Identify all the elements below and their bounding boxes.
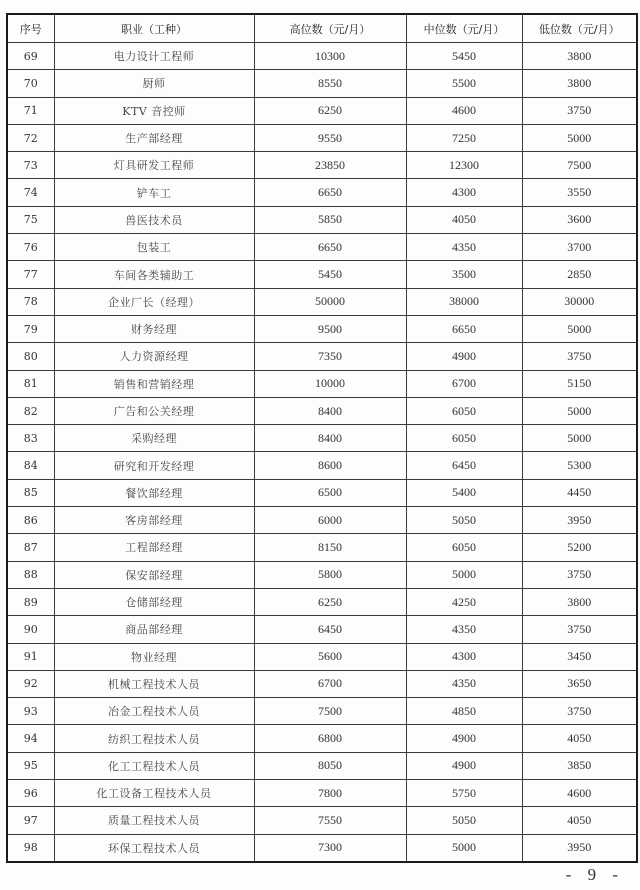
cell-high: 5800 [254,561,406,588]
cell-median: 5400 [406,479,522,506]
cell-index: 82 [7,397,54,424]
cell-high: 5600 [254,643,406,670]
table-row [7,206,637,233]
cell-index: 97 [7,807,54,834]
cell-occupation: 采购经理 [54,425,254,452]
table-row [7,152,637,179]
cell-occupation: 包装工 [54,234,254,261]
table-row [7,507,637,534]
cell-high: 10300 [254,43,406,70]
cell-occupation: 化工设备工程技术人员 [54,780,254,807]
cell-high: 9550 [254,124,406,151]
cell-index: 87 [7,534,54,561]
cell-low: 7500 [522,152,637,179]
table-row [7,370,637,397]
cell-low: 3800 [522,588,637,615]
cell-median: 12300 [406,152,522,179]
cell-index: 88 [7,561,54,588]
cell-low: 3750 [522,561,637,588]
cell-low: 3800 [522,43,637,70]
cell-low: 4600 [522,780,637,807]
cell-median: 6650 [406,315,522,342]
cell-low: 4450 [522,479,637,506]
table-row [7,425,637,452]
table-row [7,397,637,424]
cell-index: 73 [7,152,54,179]
cell-low: 2850 [522,261,637,288]
cell-high: 6450 [254,616,406,643]
cell-index: 74 [7,179,54,206]
cell-low: 3550 [522,179,637,206]
cell-high: 6700 [254,670,406,697]
cell-occupation: 物业经理 [54,643,254,670]
cell-median: 5050 [406,507,522,534]
cell-high: 7300 [254,834,406,862]
cell-low: 5000 [522,124,637,151]
cell-occupation: 广告和公关经理 [54,397,254,424]
header-index: 序号 [7,14,54,43]
cell-median: 4850 [406,698,522,725]
cell-low: 5000 [522,397,637,424]
page-number: - 9 - [565,865,624,884]
cell-index: 78 [7,288,54,315]
cell-occupation: 纺织工程技术人员 [54,725,254,752]
cell-index: 83 [7,425,54,452]
cell-index: 77 [7,261,54,288]
cell-occupation: 质量工程技术人员 [54,807,254,834]
cell-median: 4250 [406,588,522,615]
cell-occupation: 环保工程技术人员 [54,834,254,862]
cell-index: 76 [7,234,54,261]
cell-occupation: 车间各类辅助工 [54,261,254,288]
cell-occupation: 机械工程技术人员 [54,670,254,697]
cell-index: 86 [7,507,54,534]
cell-occupation: 铲车工 [54,179,254,206]
cell-median: 4350 [406,234,522,261]
cell-high: 8400 [254,397,406,424]
table-row [7,261,637,288]
cell-occupation: KTV 音控师 [54,97,254,124]
cell-high: 5850 [254,206,406,233]
table-header-row [7,14,637,43]
cell-low: 3450 [522,643,637,670]
cell-high: 6250 [254,588,406,615]
cell-high: 10000 [254,370,406,397]
cell-index: 89 [7,588,54,615]
cell-index: 90 [7,616,54,643]
table-row [7,179,637,206]
table-row [7,534,637,561]
cell-occupation: 电力设计工程师 [54,43,254,70]
cell-median: 5450 [406,43,522,70]
cell-index: 81 [7,370,54,397]
table-row [7,725,637,752]
cell-occupation: 财务经理 [54,315,254,342]
cell-low: 5300 [522,452,637,479]
cell-low: 3600 [522,206,637,233]
table-row [7,588,637,615]
cell-occupation: 人力资源经理 [54,343,254,370]
cell-high: 7550 [254,807,406,834]
cell-median: 5750 [406,780,522,807]
cell-occupation: 冶金工程技术人员 [54,698,254,725]
cell-low: 3950 [522,507,637,534]
table-row [7,698,637,725]
table-row [7,43,637,70]
cell-median: 4900 [406,752,522,779]
table-row [7,752,637,779]
cell-occupation: 餐饮部经理 [54,479,254,506]
table-row [7,343,637,370]
cell-low: 3750 [522,343,637,370]
cell-low: 30000 [522,288,637,315]
cell-index: 80 [7,343,54,370]
cell-median: 4900 [406,725,522,752]
cell-high: 6000 [254,507,406,534]
cell-high: 23850 [254,152,406,179]
cell-low: 3650 [522,670,637,697]
table-row [7,479,637,506]
cell-median: 4900 [406,343,522,370]
cell-low: 3950 [522,834,637,862]
cell-occupation: 保安部经理 [54,561,254,588]
cell-median: 38000 [406,288,522,315]
cell-median: 4300 [406,179,522,206]
cell-low: 5200 [522,534,637,561]
cell-low: 3800 [522,70,637,97]
table-row [7,561,637,588]
cell-index: 71 [7,97,54,124]
cell-index: 96 [7,780,54,807]
cell-median: 4300 [406,643,522,670]
header-low: 低位数（元/月） [522,14,637,43]
table-row [7,670,637,697]
table-row [7,124,637,151]
table-row [7,780,637,807]
cell-median: 5500 [406,70,522,97]
cell-median: 5050 [406,807,522,834]
cell-low: 5150 [522,370,637,397]
cell-high: 8600 [254,452,406,479]
cell-occupation: 商品部经理 [54,616,254,643]
cell-median: 5000 [406,561,522,588]
table-row [7,643,637,670]
cell-high: 6500 [254,479,406,506]
cell-high: 8050 [254,752,406,779]
cell-low: 3750 [522,97,637,124]
cell-occupation: 灯具研发工程师 [54,152,254,179]
cell-index: 75 [7,206,54,233]
cell-low: 4050 [522,807,637,834]
cell-low: 3750 [522,616,637,643]
cell-high: 9500 [254,315,406,342]
cell-index: 91 [7,643,54,670]
cell-median: 6700 [406,370,522,397]
table-row [7,97,637,124]
cell-high: 7350 [254,343,406,370]
cell-median: 3500 [406,261,522,288]
table-row [7,452,637,479]
cell-occupation: 工程部经理 [54,534,254,561]
cell-occupation: 厨师 [54,70,254,97]
cell-index: 93 [7,698,54,725]
cell-median: 5000 [406,834,522,862]
table-body [7,43,637,862]
cell-low: 4050 [522,725,637,752]
cell-low: 3700 [522,234,637,261]
cell-occupation: 兽医技术员 [54,206,254,233]
cell-index: 72 [7,124,54,151]
cell-index: 79 [7,315,54,342]
cell-median: 6050 [406,397,522,424]
cell-index: 69 [7,43,54,70]
cell-occupation: 仓储部经理 [54,588,254,615]
cell-index: 98 [7,834,54,862]
cell-high: 50000 [254,288,406,315]
cell-occupation: 化工工程技术人员 [54,752,254,779]
cell-index: 92 [7,670,54,697]
cell-high: 8400 [254,425,406,452]
cell-median: 7250 [406,124,522,151]
cell-median: 6050 [406,534,522,561]
table-row [7,288,637,315]
header-median: 中位数（元/月） [406,14,522,43]
header-occupation: 职业（工种） [54,14,254,43]
cell-low: 3750 [522,698,637,725]
cell-occupation: 研究和开发经理 [54,452,254,479]
cell-high: 6250 [254,97,406,124]
cell-index: 70 [7,70,54,97]
cell-occupation: 生产部经理 [54,124,254,151]
cell-low: 3850 [522,752,637,779]
cell-occupation: 销售和营销经理 [54,370,254,397]
cell-median: 4350 [406,670,522,697]
cell-high: 7500 [254,698,406,725]
cell-low: 5000 [522,315,637,342]
table-row [7,315,637,342]
cell-median: 4600 [406,97,522,124]
cell-high: 6800 [254,725,406,752]
cell-median: 6450 [406,452,522,479]
cell-index: 95 [7,752,54,779]
cell-high: 7800 [254,780,406,807]
cell-high: 8550 [254,70,406,97]
table-row [7,234,637,261]
table-row [7,807,637,834]
cell-index: 85 [7,479,54,506]
cell-high: 5450 [254,261,406,288]
cell-median: 6050 [406,425,522,452]
cell-high: 6650 [254,179,406,206]
cell-median: 4350 [406,616,522,643]
cell-high: 8150 [254,534,406,561]
cell-occupation: 客房部经理 [54,507,254,534]
cell-occupation: 企业厂长（经理） [54,288,254,315]
cell-index: 94 [7,725,54,752]
table-row [7,834,637,862]
cell-median: 4050 [406,206,522,233]
salary-table [6,13,638,863]
table-row [7,616,637,643]
cell-low: 5000 [522,425,637,452]
header-high: 高位数（元/月） [254,14,406,43]
table-row [7,70,637,97]
cell-high: 6650 [254,234,406,261]
cell-index: 84 [7,452,54,479]
